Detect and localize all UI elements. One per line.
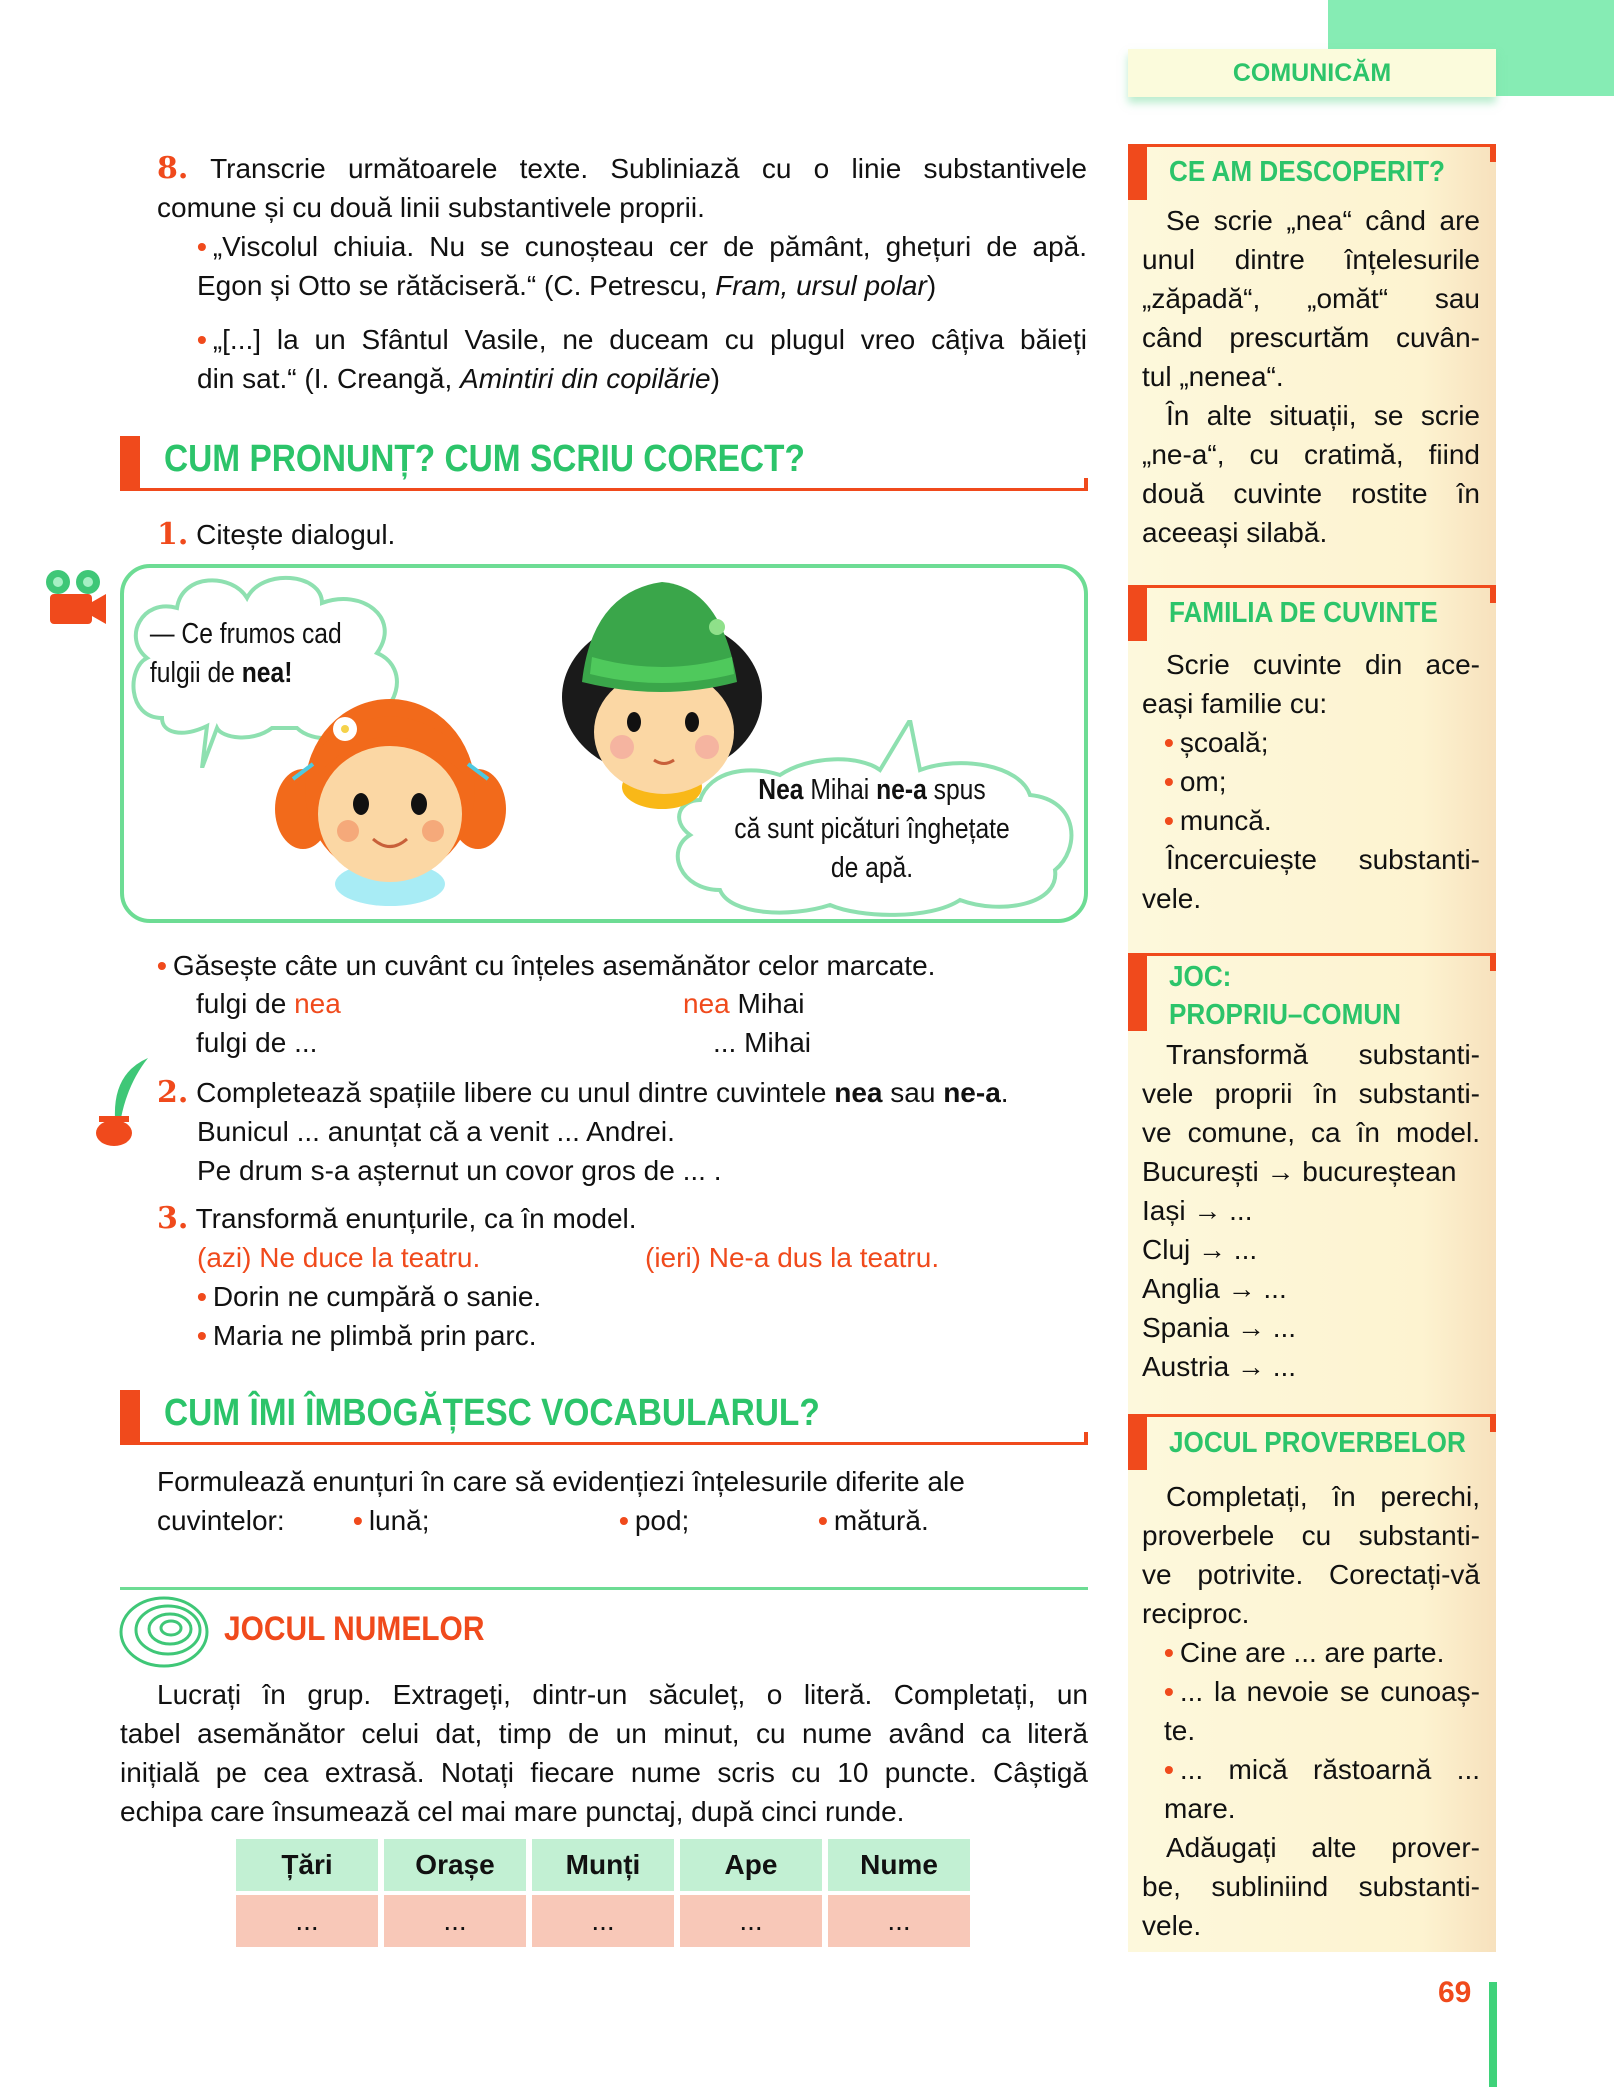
box-divider: [1128, 1414, 1496, 1417]
text-line: vele proprii în substanti-: [1142, 1078, 1480, 1109]
game-instructions: [120, 1675, 1088, 1831]
bullet: •: [818, 1505, 828, 1536]
highlighted-word: nea!: [241, 657, 293, 689]
sentence: Maria ne plimbă prin parc.: [212, 1320, 537, 1351]
paragraph-line: tabel asemănător celui dat, timp de un minut, cu nume având ca literă: [120, 1718, 1088, 1749]
section-underline-tick: [1084, 478, 1088, 490]
box-title: FAMILIA DE CUVINTE: [1169, 597, 1438, 629]
text-line: aceeași silabă.: [1142, 517, 1328, 548]
table-cell: ...: [532, 1895, 674, 1947]
bubble-line: fulgii de: [149, 657, 242, 689]
text-line: În alte situații, se scrie: [1166, 400, 1480, 431]
box-marker: [1128, 585, 1147, 641]
paragraph-line: inițială pe cea extrasă. Notați fiecare nume scris cu 10 puncte. Câștigă: [120, 1757, 1088, 1788]
text-line: be, subliniind substanti-: [1142, 1871, 1480, 1902]
boy-illustration: [552, 582, 777, 814]
bubble-line: spus: [926, 774, 986, 806]
instruction-text: comune și cu două linii substantivele proprii.: [157, 192, 705, 223]
box-tick: [1490, 585, 1496, 603]
proverb: ... mică răstoarnă ...: [1179, 1754, 1480, 1785]
box-tick: [1490, 1414, 1496, 1432]
exercise-number: 1.: [157, 517, 189, 552]
text-line: vele.: [1142, 1910, 1202, 1941]
quote-title: Amintiri din copilărie: [460, 363, 711, 394]
text-line: Cluj → ...: [1142, 1234, 1258, 1265]
box-divider: [1128, 585, 1496, 588]
exercise-3: [157, 1199, 637, 1238]
keyword: nea: [834, 1077, 883, 1108]
bullet: •: [197, 231, 207, 262]
bullet: •: [619, 1505, 629, 1536]
paren: ): [926, 270, 937, 301]
task-text: Găsește câte un cuvânt cu înțeles asemănător celor marcate.: [172, 950, 936, 981]
text-line: proverbele cu substanti-: [1142, 1520, 1480, 1551]
paren: ): [710, 363, 720, 394]
word: om;: [1179, 766, 1227, 797]
text-line: Spania → ...: [1142, 1312, 1297, 1343]
text-line: București → bucureștean: [1142, 1156, 1457, 1187]
text-line: reciproc.: [1142, 1598, 1250, 1629]
highlighted-word: nea: [294, 988, 341, 1019]
instruction-text: Transformă enunțurile, ca în model.: [195, 1203, 637, 1234]
bullet: •: [1164, 1676, 1174, 1707]
highlighted-word: nea: [683, 988, 730, 1019]
bubble-line: Mihai: [803, 774, 877, 806]
text-line: unul dintre înțelesurile: [1142, 244, 1480, 275]
exercise-8: [157, 149, 1087, 398]
quote-text: Egon și Otto se rătăciseră.“ (C. Petrescu,: [197, 270, 716, 301]
vocabulary-instruction: Formulează enunțuri în care să evidențiezi înțelesurile diferite ale: [157, 1466, 965, 1497]
quote-text: „Viscolul chiuia. Nu se cunoșteau cer de pământ, ghețuri de apă.: [212, 231, 1087, 262]
text-line: „ne-a“, cu cratimă, fiind: [1142, 439, 1480, 470]
vocab-word: [818, 1501, 929, 1540]
phrase: Mihai: [729, 988, 805, 1019]
column-header: Ape: [680, 1839, 822, 1891]
bullet: •: [1164, 805, 1174, 836]
bullet: •: [1164, 1754, 1174, 1785]
text-line: Se scrie „nea“ când are: [1166, 205, 1480, 236]
paragraph-line: echipa care însumează cel mai mare punctaj, după cinci runde.: [120, 1796, 905, 1827]
sentence: Dorin ne cumpără o sanie.: [212, 1281, 542, 1312]
exercise-3-items: [197, 1277, 541, 1355]
instruction-text: Transcrie următoarele texte. Subliniază cu o linie substantivele: [210, 153, 1087, 184]
text-line: când prescurtăm cuvân-: [1142, 322, 1480, 353]
text-line: Austria → ...: [1142, 1351, 1297, 1382]
quote-text: din sat.“ (I. Creangă,: [197, 363, 461, 394]
text-line: Transformă substanti-: [1166, 1039, 1480, 1070]
text-line: „zăpadă“, „omăt“ sau: [1142, 283, 1480, 314]
text-line: Anglia → ...: [1142, 1273, 1287, 1304]
girl-illustration: [273, 679, 508, 909]
video-camera-icon: [40, 568, 108, 633]
text-line: Încercuiește substanti-: [1166, 844, 1480, 875]
word: școală;: [1179, 727, 1269, 758]
exercise-number: 2.: [157, 1075, 189, 1110]
synonym-row-2-right: ... Mihai: [713, 1027, 812, 1058]
bullet: •: [1164, 766, 1174, 797]
word: muncă.: [1179, 805, 1272, 836]
section-label: COMUNICĂM: [1232, 59, 1392, 87]
box-title-line: PROPRIU–COMUN: [1169, 999, 1402, 1031]
model-sentence-2: (ieri) Ne-a dus la teatru.: [645, 1242, 940, 1273]
synonym-row-1-left: [196, 984, 341, 1023]
proverbs-box-text: [1142, 1477, 1480, 1945]
text-line: Adăugați alte prover-: [1166, 1832, 1480, 1863]
text-line: tul „nenea“.: [1142, 361, 1284, 392]
section-underline: [120, 1442, 1088, 1445]
box-divider: [1128, 144, 1496, 147]
text-line: vele.: [1142, 883, 1202, 914]
table-row: [236, 1895, 970, 1947]
proverb: te.: [1164, 1715, 1196, 1746]
text-line: Scrie cuvinte din ace-: [1166, 649, 1480, 680]
column-header: Țări: [236, 1839, 378, 1891]
section-underline: [120, 488, 1088, 491]
column-header: Orașe: [384, 1839, 526, 1891]
section-marker: [120, 436, 140, 490]
box-tick: [1490, 953, 1496, 971]
page-edge-bar: [1489, 1982, 1497, 2087]
divider: [120, 1587, 1088, 1590]
box-title: JOCUL PROVERBELOR: [1169, 1427, 1466, 1459]
quill-inkpot-icon: [93, 1058, 155, 1151]
bullet: •: [157, 950, 167, 981]
text-line: eași familie cu:: [1142, 688, 1328, 719]
text-line: ve potrivite. Corectați-vă: [1142, 1559, 1480, 1590]
exercise-number: 3.: [157, 1201, 189, 1236]
word-family-box-text: [1142, 645, 1480, 918]
column-header: Nume: [828, 1839, 970, 1891]
table-header-row: [236, 1839, 970, 1891]
instruction-text: Citește dialogul.: [196, 519, 396, 550]
section-marker: [120, 1390, 140, 1444]
highlighted-word: ne-a: [876, 774, 927, 806]
box-marker: [1128, 1414, 1147, 1470]
highlighted-word: Nea: [758, 774, 804, 806]
bubble-line: — Ce frumos cad: [149, 618, 342, 650]
synonym-row-1-right: [683, 984, 804, 1023]
text-line: Iași → ...: [1142, 1195, 1253, 1226]
bubble-line: de apă.: [830, 852, 914, 884]
table-cell: ...: [680, 1895, 822, 1947]
section-title: CUM ÎMI ÎMBOGĂȚESC VOCABULARUL?: [164, 1392, 820, 1434]
paragraph-line: Lucrați în grup. Extrageți, dintr-un săculeț, o literă. Completați, un: [157, 1679, 1088, 1710]
proper-common-box-text: [1142, 1035, 1480, 1386]
keyword: ne-a: [943, 1077, 1001, 1108]
box-title: CE AM DESCOPERIT?: [1169, 156, 1446, 188]
proverb: Cine are ... are parte.: [1179, 1637, 1445, 1668]
bullet: •: [197, 1281, 207, 1312]
model-sentence-1: (azi) Ne duce la teatru.: [197, 1242, 481, 1273]
discovery-box-text: [1142, 201, 1480, 552]
section-banner: [1128, 49, 1496, 97]
box-title: [1169, 958, 1401, 1034]
fill-sentence: Pe drum s-a așternut un covor gros de ... .: [197, 1155, 722, 1186]
box-title-line: JOC:: [1169, 961, 1232, 993]
bullet: •: [197, 324, 207, 355]
section-title: CUM PRONUNȚ? CUM SCRIU CORECT?: [164, 438, 805, 480]
text-line: Completați, în perechi,: [1166, 1481, 1480, 1512]
instruction-text: .: [1000, 1077, 1009, 1108]
vocab-word: [619, 1501, 689, 1540]
table-cell: ...: [236, 1895, 378, 1947]
bullet: •: [1164, 727, 1174, 758]
box-tick: [1490, 144, 1496, 162]
word: pod;: [634, 1505, 690, 1536]
exercise-number: 8.: [157, 151, 189, 186]
exercise-1-task: [157, 946, 935, 985]
section-underline-tick: [1084, 1432, 1088, 1444]
table-cell: ...: [828, 1895, 970, 1947]
text-line: două cuvinte rostite în: [1142, 478, 1480, 509]
exercise-2: [157, 1073, 1009, 1190]
page-number: 69: [1438, 1976, 1472, 2009]
box-marker: [1128, 953, 1147, 1031]
vocab-word: [353, 1501, 430, 1540]
spiral-icon: [118, 1594, 210, 1670]
bullet: •: [197, 1320, 207, 1351]
word: lună;: [368, 1505, 430, 1536]
names-table: [230, 1835, 976, 1951]
synonym-row-2-left: fulgi de ...: [196, 1027, 318, 1058]
bullet: •: [1164, 1637, 1174, 1668]
phrase: fulgi de: [196, 988, 295, 1019]
box-divider: [1128, 953, 1496, 956]
fill-sentence: Bunicul ... anunțat că a venit ... Andrei.: [197, 1116, 675, 1147]
proverb: mare.: [1164, 1793, 1236, 1824]
quote-title: Fram, ursul polar: [715, 270, 927, 301]
vocabulary-label: cuvintelor:: [157, 1505, 285, 1536]
exercise-1: [157, 515, 395, 554]
bullet: •: [353, 1505, 363, 1536]
box-marker: [1128, 144, 1147, 200]
column-header: Munți: [532, 1839, 674, 1891]
table-cell: ...: [384, 1895, 526, 1947]
bubble-line: că sunt picături înghețate: [734, 813, 1010, 845]
game-title: JOCUL NUMELOR: [224, 1610, 485, 1648]
text-line: ve comune, ca în model.: [1142, 1117, 1480, 1148]
word: mătură.: [833, 1505, 929, 1536]
quote-text: „[...] la un Sfântul Vasile, ne duceam cu plugul vreo câțiva băieți: [212, 324, 1087, 355]
instruction-text: Completează spațiile libere cu unul dintre cuvintele: [196, 1077, 835, 1108]
proverb: ... la nevoie se cunoaș-: [1179, 1676, 1480, 1707]
instruction-text: sau: [882, 1077, 944, 1108]
